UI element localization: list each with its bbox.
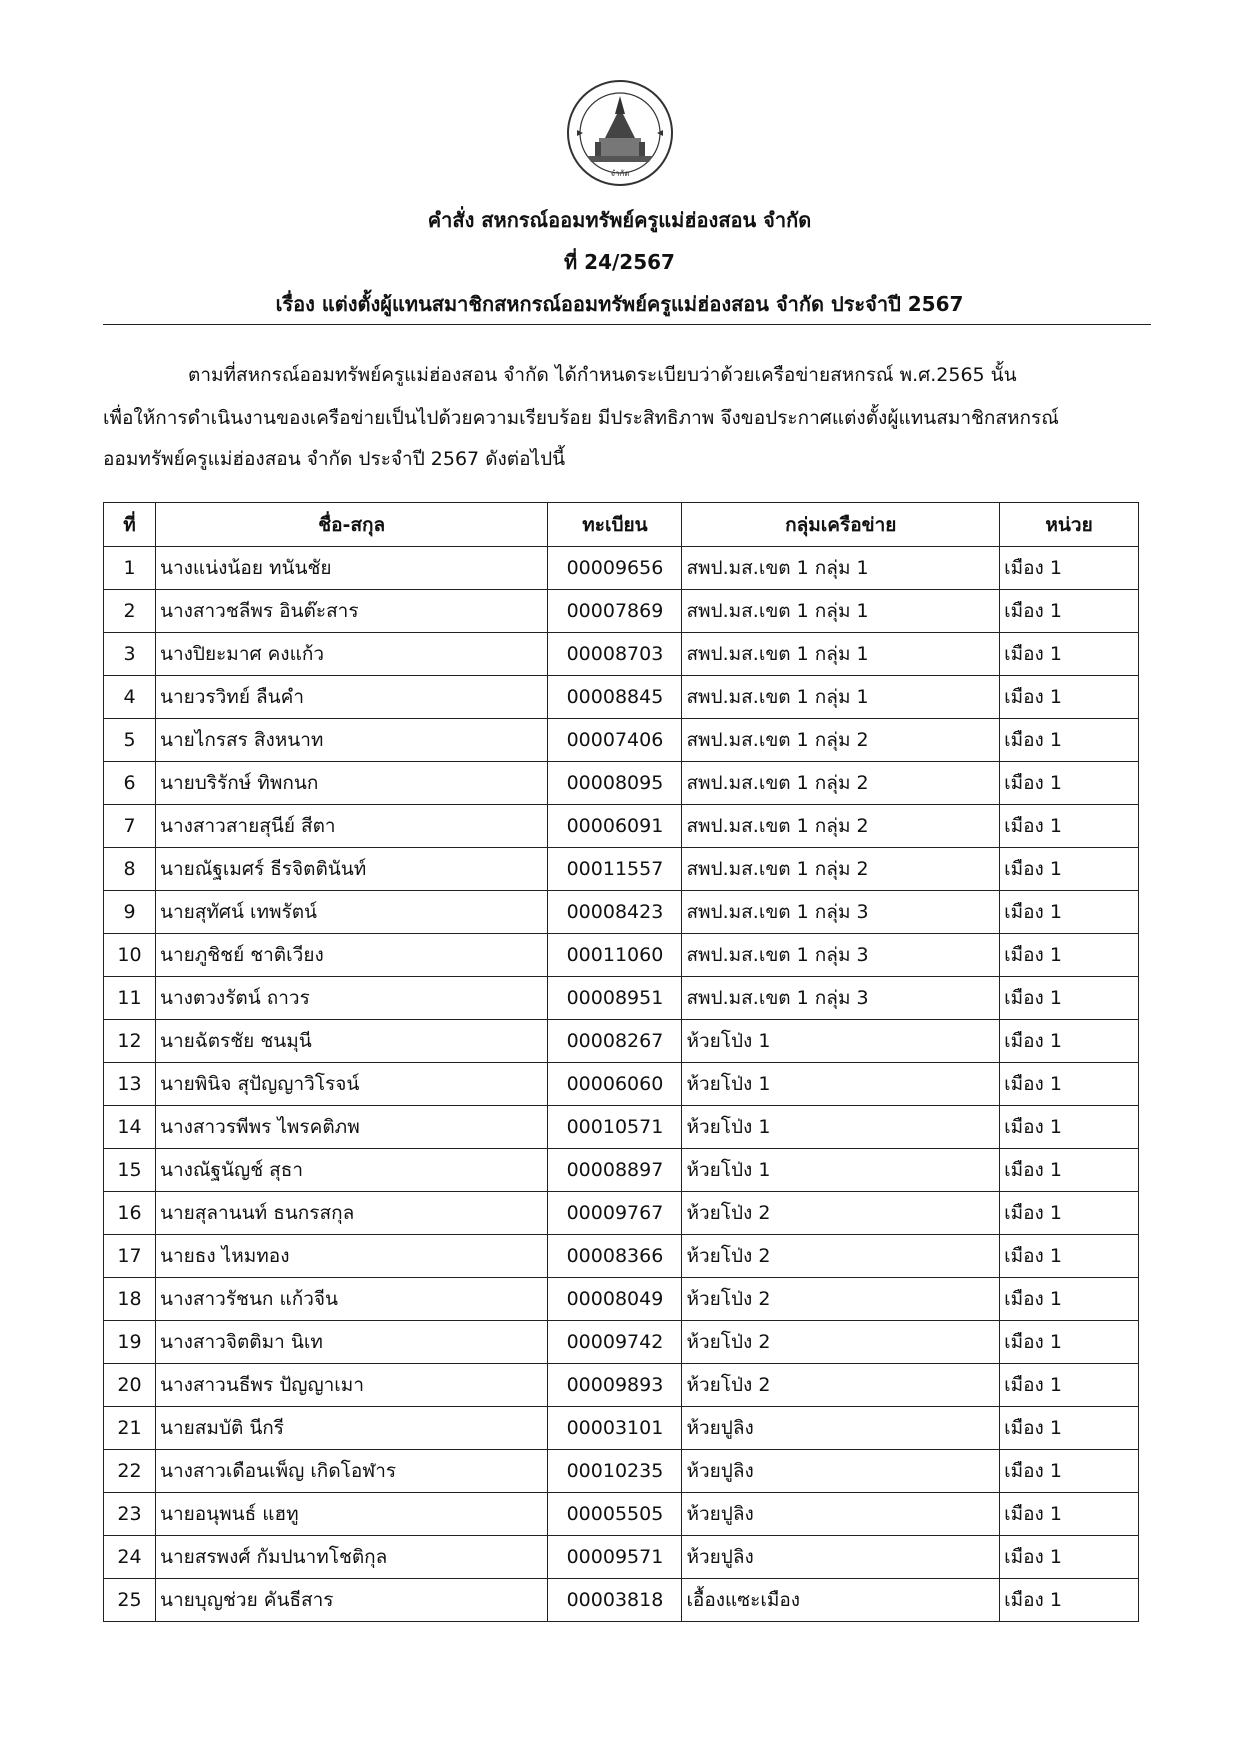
unit-name: เมือง 1	[1000, 977, 1139, 1020]
table-row	[104, 1278, 1139, 1321]
order-subject: เรื่อง แต่งตั้งผู้แทนสมาชิกสหกรณ์ออมทรัพย์ครูแม่ฮ่องสอน จำกัด ประจำปี 2567	[275, 292, 964, 316]
table-row	[104, 1321, 1139, 1364]
network-group: ห้วยปูลิง	[682, 1450, 1000, 1493]
table-row	[104, 676, 1139, 719]
member-name: นางณัฐนัญช์ สุธา	[155, 1149, 548, 1192]
row-number: 11	[104, 977, 156, 1020]
unit-name: เมือง 1	[1000, 1278, 1139, 1321]
row-number: 3	[104, 633, 156, 676]
network-group: สพป.มส.เขต 1 กลุ่ม 3	[682, 977, 1000, 1020]
unit-name: เมือง 1	[1000, 676, 1139, 719]
row-number: 10	[104, 934, 156, 977]
body-line-1: ตามที่สหกรณ์ออมทรัพย์ครูแม่ฮ่องสอน จำกัด ได้กำหนดระเบียบว่าด้วยเครือข่ายสหกรณ์ พ.ศ.2565 นั้น	[188, 364, 1017, 386]
member-name: นายฉัตรชัย ชนมุนี	[155, 1020, 548, 1063]
row-number: 12	[104, 1020, 156, 1063]
member-name: นายบุญช่วย คันธีสาร	[155, 1579, 548, 1622]
unit-name: เมือง 1	[1000, 1149, 1139, 1192]
table-row	[104, 1450, 1139, 1493]
row-number: 21	[104, 1407, 156, 1450]
unit-name: เมือง 1	[1000, 590, 1139, 633]
network-group: ห้วยปูลิง	[682, 1407, 1000, 1450]
unit-name: เมือง 1	[1000, 1020, 1139, 1063]
registration-number: 00007869	[548, 590, 682, 633]
unit-name: เมือง 1	[1000, 1364, 1139, 1407]
header-name: ชื่อ-สกุล	[155, 503, 548, 547]
unit-name: เมือง 1	[1000, 1450, 1139, 1493]
registration-number: 00009656	[548, 547, 682, 590]
member-name: นายไกรสร สิงหนาท	[155, 719, 548, 762]
member-name: นายบริรักษ์ ทิพกนก	[155, 762, 548, 805]
table-row	[104, 805, 1139, 848]
registration-number: 00008049	[548, 1278, 682, 1321]
registration-number: 00008423	[548, 891, 682, 934]
network-group: ห้วยปูลิง	[682, 1536, 1000, 1579]
member-name: นายณัฐเมศร์ ธีรจิตตินันท์	[155, 848, 548, 891]
member-name: นางสาวรัชนก แก้วจีน	[155, 1278, 548, 1321]
member-name: นายสมบัติ นีกรี	[155, 1407, 548, 1450]
table-row	[104, 891, 1139, 934]
network-group: ห้วยโป่ง 2	[682, 1192, 1000, 1235]
network-group: สพป.มส.เขต 1 กลุ่ม 3	[682, 891, 1000, 934]
table-row	[104, 1235, 1139, 1278]
svg-text:จำกัด: จำกัด	[610, 169, 630, 178]
registration-number: 00009571	[548, 1536, 682, 1579]
unit-name: เมือง 1	[1000, 1063, 1139, 1106]
row-number: 4	[104, 676, 156, 719]
member-name: นายสุลานนท์ ธนกรสกุล	[155, 1192, 548, 1235]
row-number: 2	[104, 590, 156, 633]
unit-name: เมือง 1	[1000, 1235, 1139, 1278]
member-name: นายธง ไหมทอง	[155, 1235, 548, 1278]
header-network-group: กลุ่มเครือข่าย	[682, 503, 1000, 547]
member-name: นายอนุพนธ์ แฮทู	[155, 1493, 548, 1536]
header-no: ที่	[104, 503, 156, 547]
member-name: นางสาวชลีพร อินต๊ะสาร	[155, 590, 548, 633]
registration-number: 00003101	[548, 1407, 682, 1450]
table-header-row	[104, 503, 1139, 547]
row-number: 17	[104, 1235, 156, 1278]
table-row	[104, 590, 1139, 633]
row-number: 25	[104, 1579, 156, 1622]
row-number: 7	[104, 805, 156, 848]
unit-name: เมือง 1	[1000, 934, 1139, 977]
member-name: นางแน่งน้อย ทนันชัย	[155, 547, 548, 590]
row-number: 18	[104, 1278, 156, 1321]
registration-number: 00008845	[548, 676, 682, 719]
member-name: นางสาวจิตติมา นิเท	[155, 1321, 548, 1364]
network-group: สพป.มส.เขต 1 กลุ่ม 1	[682, 676, 1000, 719]
unit-name: เมือง 1	[1000, 762, 1139, 805]
network-group: ห้วยโป่ง 1	[682, 1106, 1000, 1149]
network-group: ห้วยโป่ง 2	[682, 1278, 1000, 1321]
registration-number: 00010571	[548, 1106, 682, 1149]
registration-number: 00010235	[548, 1450, 682, 1493]
member-name: นางสาวนธีพร ปัญญาเมา	[155, 1364, 548, 1407]
body-line-3: ออมทรัพย์ครูแม่ฮ่องสอน จำกัด ประจำปี 2567 ดังต่อไปนี้	[103, 448, 566, 470]
unit-name: เมือง 1	[1000, 633, 1139, 676]
table-row	[104, 547, 1139, 590]
header-divider	[103, 324, 1151, 325]
unit-name: เมือง 1	[1000, 805, 1139, 848]
unit-name: เมือง 1	[1000, 1536, 1139, 1579]
registration-number: 00008951	[548, 977, 682, 1020]
table-row	[104, 719, 1139, 762]
row-number: 16	[104, 1192, 156, 1235]
member-name: นางปิยะมาศ คงแก้ว	[155, 633, 548, 676]
unit-name: เมือง 1	[1000, 848, 1139, 891]
order-title: คำสั่ง สหกรณ์ออมทรัพย์ครูแม่ฮ่องสอน จำกัด	[427, 208, 812, 232]
unit-name: เมือง 1	[1000, 1493, 1139, 1536]
registration-number: 00008703	[548, 633, 682, 676]
registration-number: 00008897	[548, 1149, 682, 1192]
network-group: ห้วยโป่ง 2	[682, 1321, 1000, 1364]
member-name: นายสรพงศ์ กัมปนาทโชติกุล	[155, 1536, 548, 1579]
member-name: นางสาวเดือนเพ็ญ เกิดโอฬาร	[155, 1450, 548, 1493]
table-row	[104, 1536, 1139, 1579]
member-name: นางสาวรพีพร ไพรคติภพ	[155, 1106, 548, 1149]
unit-name: เมือง 1	[1000, 1579, 1139, 1622]
unit-name: เมือง 1	[1000, 1321, 1139, 1364]
row-number: 6	[104, 762, 156, 805]
registration-number: 00003818	[548, 1579, 682, 1622]
unit-name: เมือง 1	[1000, 1407, 1139, 1450]
network-group: ห้วยโป่ง 2	[682, 1364, 1000, 1407]
unit-name: เมือง 1	[1000, 1106, 1139, 1149]
table-row	[104, 1020, 1139, 1063]
table-row	[104, 1106, 1139, 1149]
network-group: สพป.มส.เขต 1 กลุ่ม 1	[682, 633, 1000, 676]
registration-number: 00008267	[548, 1020, 682, 1063]
cooperative-seal-logo	[565, 78, 675, 188]
row-number: 8	[104, 848, 156, 891]
registration-number: 00011557	[548, 848, 682, 891]
table-row	[104, 1407, 1139, 1450]
member-name: นายพินิจ สุปัญญาวิโรจน์	[155, 1063, 548, 1106]
table-row	[104, 848, 1139, 891]
unit-name: เมือง 1	[1000, 547, 1139, 590]
network-group: เอื้องแซะเมือง	[682, 1579, 1000, 1622]
registration-number: 00009742	[548, 1321, 682, 1364]
table-row	[104, 762, 1139, 805]
table-row	[104, 1493, 1139, 1536]
network-group: สพป.มส.เขต 1 กลุ่ม 2	[682, 805, 1000, 848]
member-name: นายสุทัศน์ เทพรัตน์	[155, 891, 548, 934]
network-group: สพป.มส.เขต 1 กลุ่ม 2	[682, 719, 1000, 762]
network-group: สพป.มส.เขต 1 กลุ่ม 2	[682, 848, 1000, 891]
network-group: สพป.มส.เขต 1 กลุ่ม 2	[682, 762, 1000, 805]
row-number: 24	[104, 1536, 156, 1579]
row-number: 14	[104, 1106, 156, 1149]
registration-number: 00009893	[548, 1364, 682, 1407]
network-group: สพป.มส.เขต 1 กลุ่ม 1	[682, 547, 1000, 590]
member-name: นายภูชิชย์ ชาติเวียง	[155, 934, 548, 977]
table-row	[104, 977, 1139, 1020]
order-number: ที่ 24/2567	[564, 250, 675, 274]
network-group: ห้วยโป่ง 1	[682, 1020, 1000, 1063]
member-name: นายวรวิทย์ ลืนคำ	[155, 676, 548, 719]
unit-name: เมือง 1	[1000, 891, 1139, 934]
row-number: 19	[104, 1321, 156, 1364]
row-number: 9	[104, 891, 156, 934]
row-number: 22	[104, 1450, 156, 1493]
registration-number: 00007406	[548, 719, 682, 762]
row-number: 15	[104, 1149, 156, 1192]
table-row	[104, 934, 1139, 977]
member-representatives-table	[103, 502, 1139, 1622]
table-row	[104, 1579, 1139, 1622]
registration-number: 00006091	[548, 805, 682, 848]
registration-number: 00005505	[548, 1493, 682, 1536]
member-name: นางสาวสายสุนีย์ สีตา	[155, 805, 548, 848]
row-number: 20	[104, 1364, 156, 1407]
row-number: 13	[104, 1063, 156, 1106]
unit-name: เมือง 1	[1000, 1192, 1139, 1235]
network-group: สพป.มส.เขต 1 กลุ่ม 3	[682, 934, 1000, 977]
header-registration: ทะเบียน	[548, 503, 682, 547]
body-line-2: เพื่อให้การดำเนินงานของเครือข่ายเป็นไปด้วยความเรียบร้อย มีประสิทธิภาพ จึงขอประกาศแต่งตั้งผู้แทนสมาชิกสหกรณ์	[103, 407, 1059, 429]
table-row	[104, 1063, 1139, 1106]
registration-number: 00009767	[548, 1192, 682, 1235]
table-row	[104, 633, 1139, 676]
network-group: ห้วยโป่ง 2	[682, 1235, 1000, 1278]
registration-number: 00008095	[548, 762, 682, 805]
registration-number: 00008366	[548, 1235, 682, 1278]
table-row	[104, 1364, 1139, 1407]
table-row	[104, 1149, 1139, 1192]
network-group: ห้วยโป่ง 1	[682, 1149, 1000, 1192]
row-number: 5	[104, 719, 156, 762]
unit-name: เมือง 1	[1000, 719, 1139, 762]
network-group: สพป.มส.เขต 1 กลุ่ม 1	[682, 590, 1000, 633]
registration-number: 00011060	[548, 934, 682, 977]
table-body	[104, 547, 1139, 1622]
member-name: นางตวงรัตน์ ถาวร	[155, 977, 548, 1020]
row-number: 1	[104, 547, 156, 590]
network-group: ห้วยโป่ง 1	[682, 1063, 1000, 1106]
header-unit: หน่วย	[1000, 503, 1139, 547]
row-number: 23	[104, 1493, 156, 1536]
table-row	[104, 1192, 1139, 1235]
registration-number: 00006060	[548, 1063, 682, 1106]
network-group: ห้วยปูลิง	[682, 1493, 1000, 1536]
